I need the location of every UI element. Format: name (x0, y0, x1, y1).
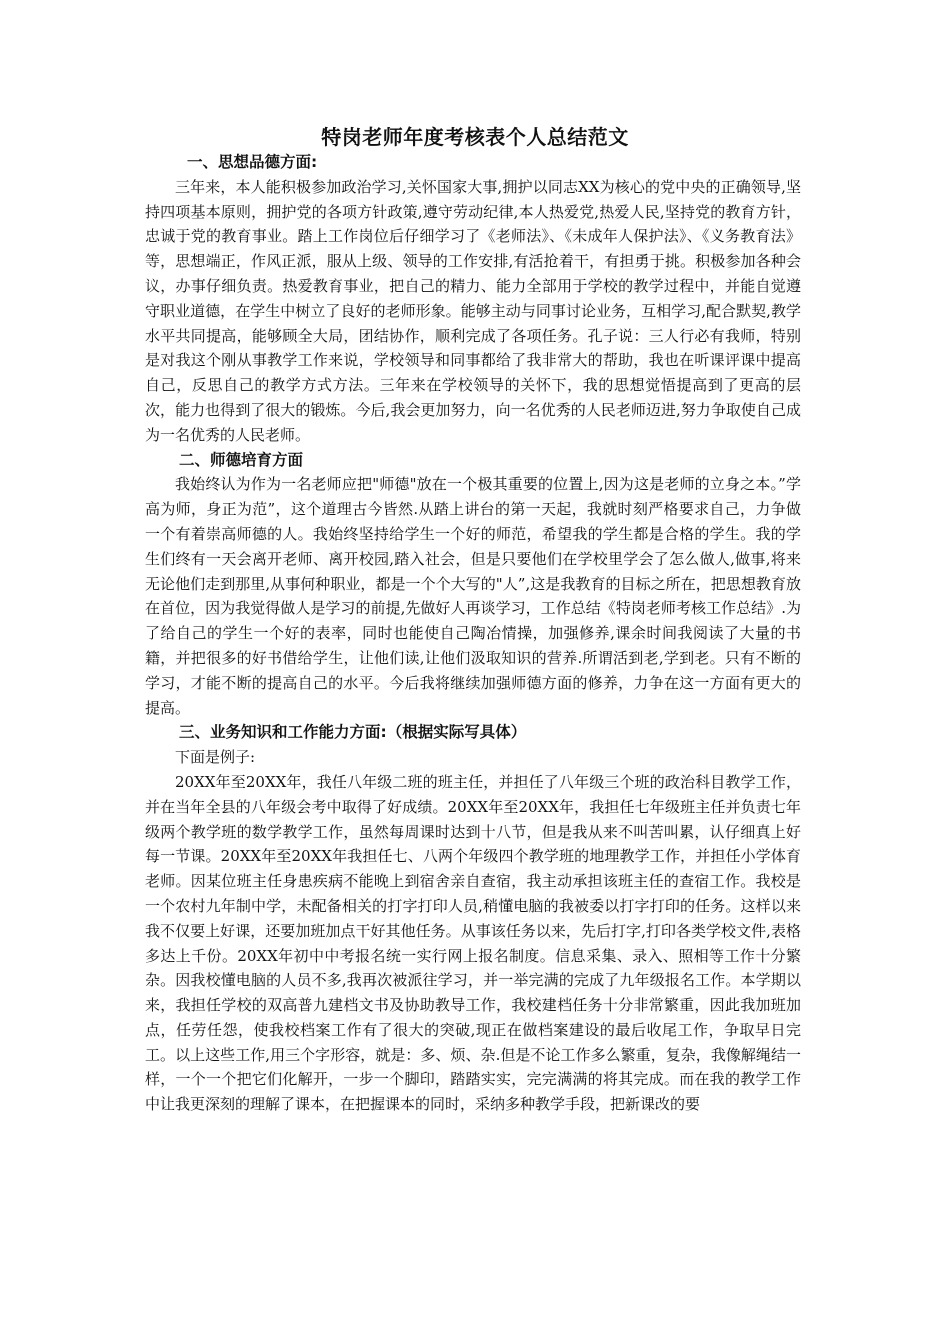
section-heading-ideology: 一、思想品德方面: (187, 153, 318, 171)
section-heading-ethics: 二、师德培育方面 (179, 450, 304, 469)
section-paragraph-work-ability: 20XX年至20XX年，我任八年级二班的班主任，并担任了八年级三个班的政治科目教学工作，并在当年全县的八年级会考中取得了好成绩。20XX年至20XX年，我担任七年级班主任并负责七年级两个教学班的数学教学工作，虽然每周课时达到十八节，但是我从来不叫苦叫累，认仔细真上好每一节课。20XX年至20XX年我担任七、八两个年级四个教学班的地理教学工作，并担任小学体育老师。因某位班主任身患疾病不能晚上到宿舍亲自查宿，我主动承担该班主任的查宿工作。我校是一个农村九年制中学，未配备相关的打字打印人员,稍懂电脑的我被委以打字打印的任务。这样以来我不仅要上好课，还要加班加点干好其他任务。从事该任务以来，先后打字,打印各类学校文件,表格多达上千份。20XX年初中中考报名统一实行网上报名制度。信息采集、录入、照相等工作十分繁杂。因我校懂电脑的人员不多,我再次被派往学习，并一举完满的完成了九年级报名工作。本学期以来，我担任学校的双高普九建档文书及协助教导工作，我校建档任务十分非常繁重，因此我加班加点，任劳任怨，使我校档案工作有了很大的突破,现正在做档案建设的最后收尾工作，争取早日完工。以上这些工作,用三个字形容，就是：多、烦、杂.但是不论工作多么繁重，复杂，我像解绳结一样，一个一个把它们化解开，一步一个脚印，踏踏实实，完完满满的将其完成。而在我的教学工作中让我更深刻的理解了课本，在把握课本的同时，采纳多种教学手段，把新课改的要 (145, 772, 801, 1114)
document-body (145, 150, 801, 1117)
document-title: 特岗老师年度考核表个人总结范文 (321, 125, 629, 149)
section-paragraph-ideology: 三年来，本人能积极参加政治学习,关怀国家大事,拥护以同志XX为核心的党中央的正确领导,坚持四项基本原则，拥护党的各项方针政策,遵守劳动纪律,本人热爱党,热爱人民,坚持党的教育方针，忠诚于党的教育事业。踏上工作岗位后仔细学习了《老师法》、《未成年人保护法》、《义务教育法》等，思想端正，作风正派，服从上级、领导的工作安排,有活抢着干，有担勇于挑。积极参加各种会议，办事仔细负责。热爱教育事业，把自己的精力、能力全部用于学校的教学过程中，并能自觉遵守职业道德，在学生中树立了良好的老师形象。能够主动与同事讨论业务，互相学习,配合默契,教学水平共同提高，能够顾全大局，团结协作，顺利完成了各项任务。孔子说：三人行必有我师，特别是对我这个刚从事教学工作来说，学校领导和同事都给了我非常大的帮助，我也在听课评课中提高自己，反思自己的教学方式方法。三年来在学校领导的关怀下，我的思想觉悟提高到了更高的层次，能力也得到了很大的锻炼。今后,我会更加努力，向一名优秀的人民老师迈进,努力争取使自己成为一名优秀的人民老师。 (145, 177, 801, 444)
section-paragraph-ethics: 我始终认为作为一名老师应把"师德"放在一个极其重要的位置上,因为这是老师的立身之本。”学高为师，身正为范”，这个道理古今皆然.从踏上讲台的第一天起，我就时刻严格要求自己，力争做一个有着崇高师德的人。我始终坚持给学生一个好的师范，希望我的学生都是合格的学生。我的学生们终有一天会离开老师、离开校园,踏入社会，但是只要他们在学校里学会了怎么做人,做事,将来无论他们走到那里,从事何种职业，都是一个个大写的"人”,这是我教育的目标之所在，把思想教育放在首位，因为我觉得做人是学习的前提,先做好人再谈学习，工作总结《特岗老师考核工作总结》.为了给自己的学生一个好的表率，同时也能使自己陶冶情操，加强修养,课余时间我阅读了大量的书籍，并把很多的好书借给学生，让他们读,让他们汲取知识的营养.所谓活到老,学到老。只有不断的学习，才能不断的提高自己的水平。今后我将继续加强师德方面的修养，力争在这一方面有更大的提高。 (145, 475, 801, 717)
section-heading-work-ability: 三、业务知识和工作能力方面:（根据实际写具体） (179, 723, 527, 742)
section-intro-example: 下面是例子: (175, 748, 256, 767)
